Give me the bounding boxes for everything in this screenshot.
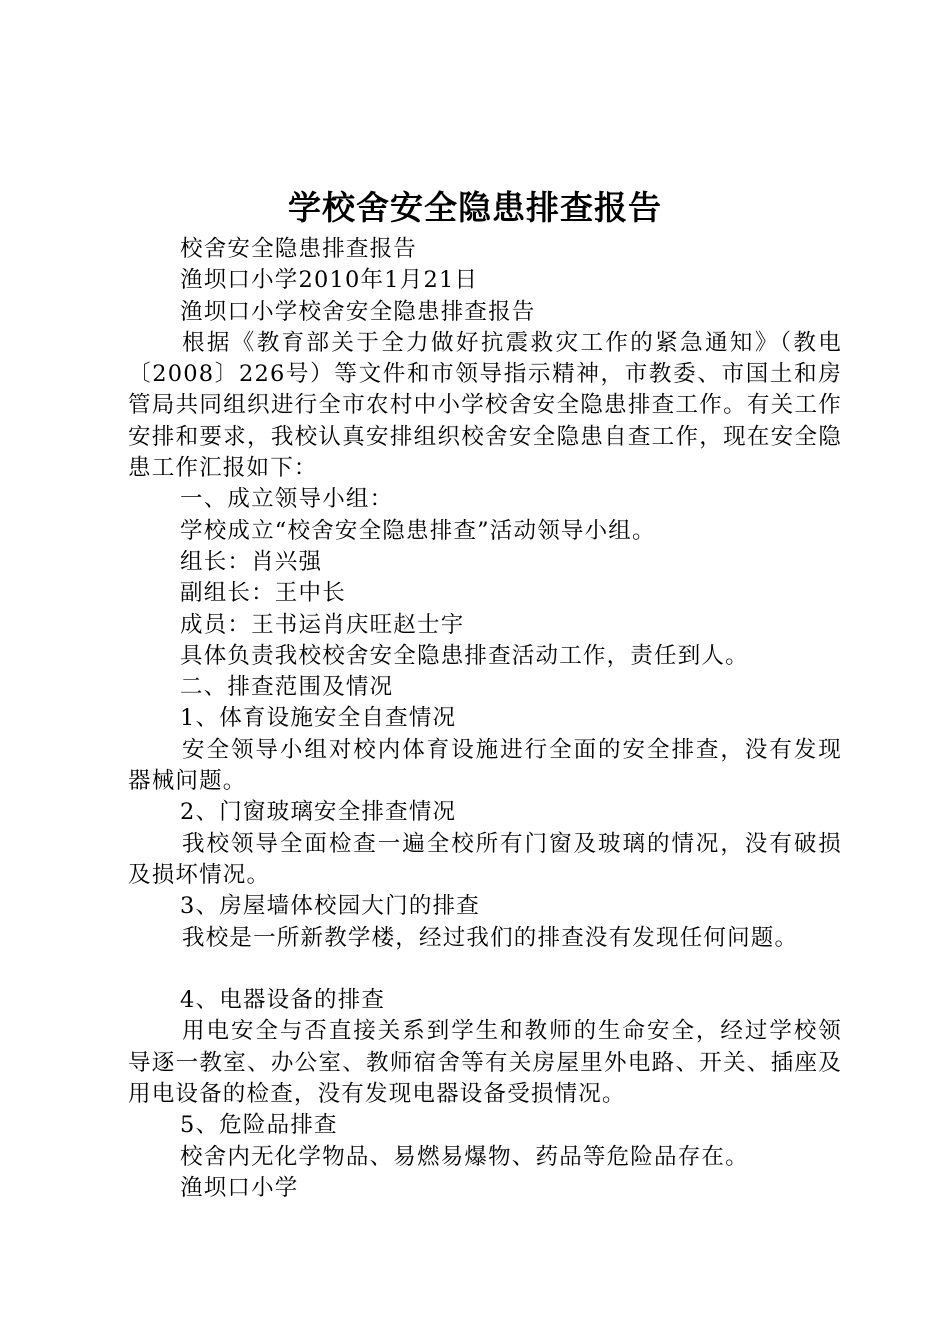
paragraph: 渔坝口小学校舍安全隐患排查报告: [180, 298, 536, 325]
paragraph: 5、危险品排查: [180, 1112, 338, 1139]
paragraph: 组长：肖兴强: [180, 548, 323, 575]
paragraph: 3、房屋墙体校园大门的排查: [180, 893, 480, 920]
paragraph: 我校是一所新教学楼，经过我们的排查没有发现任何问题。: [182, 924, 799, 951]
paragraph: 具体负责我校校舍安全隐患排查活动工作，责任到人。: [180, 642, 749, 669]
blank-line: [128, 954, 842, 985]
paragraph: 成员：王书运肖庆旺赵士宇: [180, 611, 465, 638]
paragraph: 二、排查范围及情况: [180, 674, 394, 701]
paragraph: 根据《教育部关于全力做好抗震救灾工作的紧急通知》（教电〔2008〕226号）等文件和市领导指示精神，市教委、市国土和房管局共同组织进行全市农村中小学校舍安全隐患排查工作。有关工作安排和要求，我校认真安排组织校舍安全隐患自查工作，现在安全隐患工作汇报如下：: [128, 329, 842, 482]
paragraph: 4、电器设备的排查: [180, 987, 386, 1014]
paragraph: 2、门窗玻璃安全排查情况: [180, 799, 457, 826]
paragraph: 副组长：王中长: [180, 580, 346, 607]
paragraph: 渔坝口小学: [180, 1174, 299, 1201]
paragraph: 学校成立“校舍安全隐患排查”活动领导小组。: [180, 517, 656, 544]
paragraph: 校舍内无化学物品、易燃易爆物、药品等危险品存在。: [180, 1143, 749, 1170]
paragraph: 校舍安全隐患排查报告: [180, 236, 418, 262]
document-body: [128, 234, 842, 1204]
paragraph: 一、成立领导小组：: [180, 486, 394, 513]
paragraph: 1、体育设施安全自查情况: [180, 705, 457, 732]
paragraph: 我校领导全面检查一遍全校所有门窗及玻璃的情况，没有破损及损坏情况。: [128, 830, 842, 888]
paragraph: 用电安全与否直接关系到学生和教师的生命安全，经过学校领导逐一教室、办公室、教师宿舍等有关房屋里外电路、开关、插座及用电设备的检查，没有发现电器设备受损情况。: [128, 1018, 842, 1108]
paragraph: 安全领导小组对校内体育设施进行全面的安全排查，没有发现器械问题。: [128, 736, 842, 795]
document-title: 学校舍安全隐患排查报告: [288, 188, 662, 227]
paragraph: 渔坝口小学2010年1月21日: [180, 267, 479, 294]
